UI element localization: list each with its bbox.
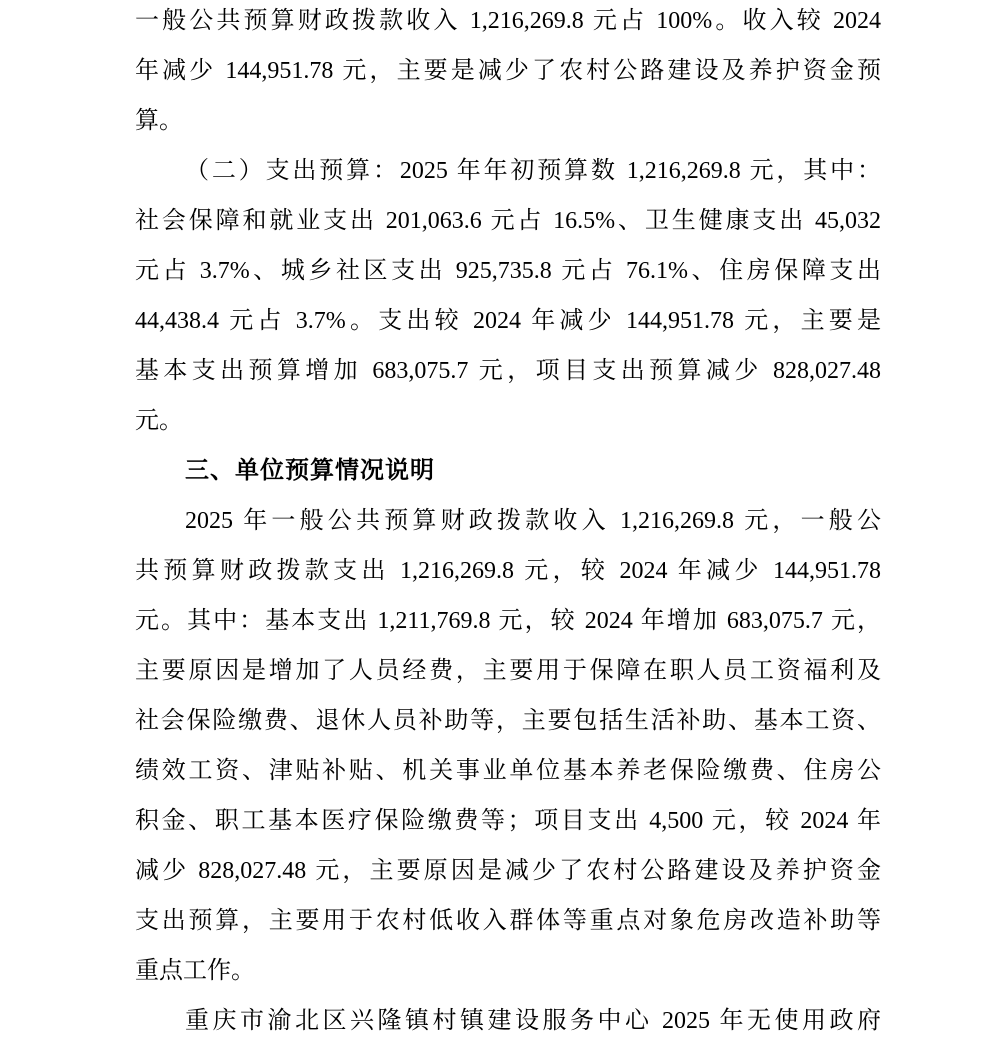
text-line: 一般公共预算财政拨款收入 1,216,269.8 元占 100%。收入较 2024: [135, 8, 881, 34]
text-line-paragraph-end: 算。: [135, 108, 183, 134]
text-line: 支出预算，主要用于农村低收入群体等重点对象危房改造补助等: [135, 908, 881, 934]
text-line: 减少 828,027.48 元，主要原因是减少了农村公路建设及养护资金: [135, 858, 881, 884]
text-line: 元占 3.7%、城乡社区支出 925,735.8 元占 76.1%、住房保障支出: [135, 258, 881, 284]
text-line: 基本支出预算增加 683,075.7 元，项目支出预算减少 828,027.48: [135, 358, 881, 384]
text-line-paragraph-end: 元。: [135, 408, 183, 434]
text-line: 年减少 144,951.78 元，主要是减少了农村公路建设及养护资金预: [135, 58, 881, 84]
text-line: 44,438.4 元占 3.7%。支出较 2024 年减少 144,951.78 元，主要是: [135, 308, 881, 334]
section-heading: 三、单位预算情况说明: [185, 457, 435, 484]
text-line-paragraph-start: 2025 年一般公共预算财政拨款收入 1,216,269.8 元，一般公: [185, 508, 881, 534]
text-line: 主要原因是增加了人员经费，主要用于保障在职人员工资福利及: [135, 658, 881, 684]
text-line: 元。其中：基本支出 1,211,769.8 元，较 2024 年增加 683,075.7 元，: [135, 608, 881, 634]
text-line-paragraph-end: 重点工作。: [135, 958, 255, 984]
text-line: 绩效工资、津贴补贴、机关事业单位基本养老保险缴费、住房公: [135, 758, 881, 784]
text-line: 社会保障和就业支出 201,063.6 元占 16.5%、卫生健康支出 45,032: [135, 208, 881, 234]
text-line: 共预算财政拨款支出 1,216,269.8 元，较 2024 年减少 144,951.78: [135, 558, 881, 584]
text-line-paragraph-start: 重庆市渝北区兴隆镇村镇建设服务中心 2025 年无使用政府: [185, 1008, 881, 1034]
text-line: 社会保险缴费、退休人员补助等，主要包括生活补助、基本工资、: [135, 708, 881, 734]
document-text-block: [135, 0, 881, 1039]
text-line-paragraph-start: （二）支出预算：2025 年年初预算数 1,216,269.8 元，其中：: [185, 158, 881, 184]
text-line: 积金、职工基本医疗保险缴费等；项目支出 4,500 元，较 2024 年: [135, 808, 881, 834]
